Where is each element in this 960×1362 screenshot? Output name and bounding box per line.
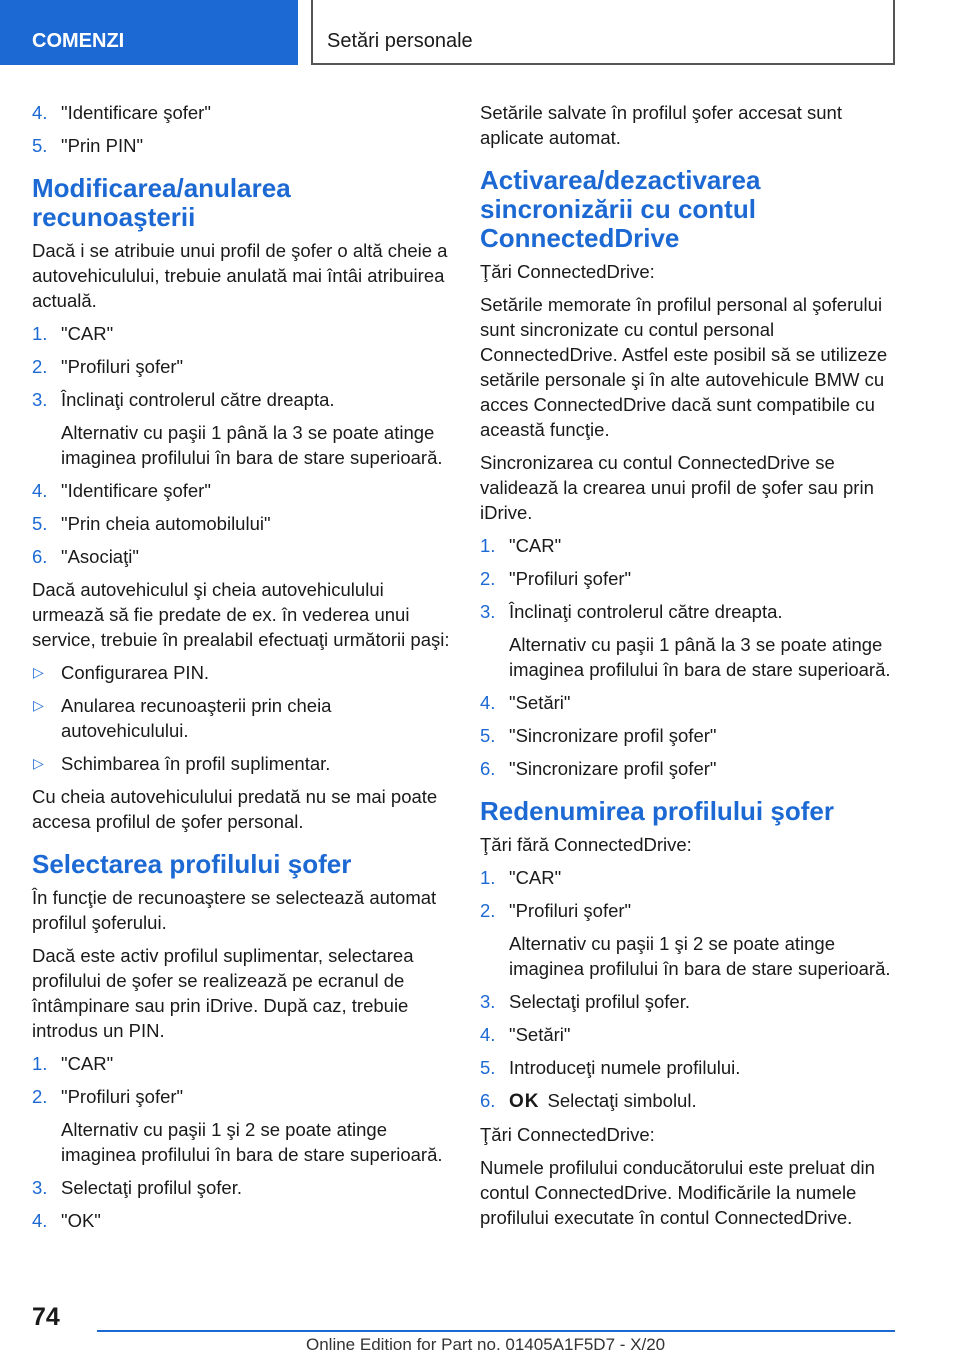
list-item: 1. "CAR" <box>480 535 562 556</box>
list-item: 1. "CAR" <box>480 867 562 888</box>
bullet-item: ▷ Schimbarea în profil suplimentar. <box>33 753 331 774</box>
heading-sync-connecteddrive: Activarea/dezactivarea sincronizării cu contul ConnectedDrive <box>480 165 761 253</box>
list-item: 3. Selectaţi profilul şofer. <box>32 1177 242 1198</box>
list-item: 5. Introduceţi numele profilului. <box>480 1057 741 1078</box>
list-item: 5. "Sincronizare profil şofer" <box>480 725 717 746</box>
footer-divider <box>97 1330 895 1332</box>
paragraph: Setările memorate în profilul personal al şoferului sunt sincronizate cu contul personal ConnectedDrive. Astfel este posibil să se utilizeze setările personale şi în alte autovehicule BMW cu acces ConnectedDrive dacă sunt compatibile cu această funcţie. <box>480 294 888 440</box>
list-item: 4. "OK" <box>32 1210 101 1231</box>
paragraph: Ţări ConnectedDrive: <box>480 1124 655 1145</box>
heading-modify-recognition: Modificarea/anularea recunoaşterii <box>32 173 291 232</box>
paragraph: Setările salvate în profilul şofer accesat sunt aplicate automat. <box>480 102 842 148</box>
list-item: 2. "Profiluri şofer" Alternativ cu paşii 1 şi 2 se poate atinge imaginea profilului în bara de stare superioară. <box>32 1086 443 1165</box>
list-item: 2. "Profiluri şofer" <box>480 568 632 589</box>
paragraph: Numele profilului conducătorului este preluat din contul ConnectedDrive. Modificările la numele profilului executate în contul ConnectedDrive. <box>480 1157 875 1228</box>
paragraph: Cu cheia autovehiculului predată nu se mai poate accesa profilul de şofer personal. <box>32 786 438 832</box>
triangle-bullet-icon: ▷ <box>33 755 44 771</box>
section-tab: COMENZI <box>0 0 298 65</box>
list-item: 4. "Identificare şofer" <box>32 480 211 501</box>
list-item: 6. "Sincronizare profil şofer" <box>480 758 717 779</box>
list-item: 3. Înclinaţi controlerul către dreapta. Alternativ cu paşii 1 până la 3 se poate atinge imaginea profilului în bara de stare superioară. <box>32 389 443 468</box>
paragraph: Dacă i se atribuie unui profil de şofer o altă cheie a autovehiculului, trebuie anulată mai întâi atribuirea actuală. <box>32 240 448 311</box>
right-column <box>480 100 898 1238</box>
list-item: 2. "Profiluri şofer" Alternativ cu paşii 1 şi 2 se poate atinge imaginea profilului în bara de stare superioară. <box>480 900 891 979</box>
bullet-item: ▷ Anularea recunoaşterii prin cheia autovehiculului. <box>33 695 332 741</box>
list-item: 6. "Asociaţi" <box>32 546 139 567</box>
footer-edition: Online Edition for Part no. 01405A1F5D7 - X/20 <box>306 1335 666 1354</box>
list-item: 2. "Profiluri şofer" <box>32 356 184 377</box>
triangle-bullet-icon: ▷ <box>33 664 44 680</box>
paragraph: Ţări fără ConnectedDrive: <box>480 834 692 855</box>
list-item: 4. "Identificare şofer" <box>32 102 211 123</box>
list-item: 4. "Setări" <box>480 1024 571 1045</box>
paragraph: Ţări ConnectedDrive: <box>480 261 655 282</box>
paragraph: Sincronizarea cu contul ConnectedDrive se validează la crearea unui profil de şofer sau prin iDrive. <box>480 452 874 523</box>
page-number: 74 <box>32 1303 60 1331</box>
paragraph: Dacă autovehiculul şi cheia autovehiculului urmează să fie predate de ex. în vederea unui service, trebuie în prealabil efectuaţi următorii paşi: <box>32 579 450 650</box>
page-title: Setări personale <box>311 0 895 65</box>
heading-rename-profile: Redenumirea profilului şofer <box>480 796 834 826</box>
bullet-item: ▷ Configurarea PIN. <box>33 662 210 683</box>
heading-select-profile: Selectarea profilului şofer <box>32 849 352 879</box>
list-item: 5. "Prin PIN" <box>32 135 144 156</box>
list-item: 3. Înclinaţi controlerul către dreapta. Alternativ cu paşii 1 până la 3 se poate atinge imaginea profilului în bara de stare superioară. <box>480 601 891 680</box>
ok-icon: OK <box>509 1091 540 1112</box>
list-item: 5. "Prin cheia automobilului" <box>32 513 271 534</box>
paragraph: Dacă este activ profilul suplimentar, selectarea profilului de şofer se realizează pe ecranul de întâmpinare sau prin iDrive. După caz, trebuie introdus un PIN. <box>32 945 414 1041</box>
triangle-bullet-icon: ▷ <box>33 697 44 713</box>
list-item: 4. "Setări" <box>480 692 571 713</box>
paragraph: În funcţie de recunoaştere se selectează automat profilul şoferului. <box>32 887 437 933</box>
list-item: 6. OK Selectaţi simbolul. <box>480 1090 697 1112</box>
list-item: 3. Selectaţi profilul şofer. <box>480 991 690 1012</box>
list-item: 1. "CAR" <box>32 323 114 344</box>
list-item: 1. "CAR" <box>32 1053 114 1074</box>
left-column <box>32 100 454 1241</box>
